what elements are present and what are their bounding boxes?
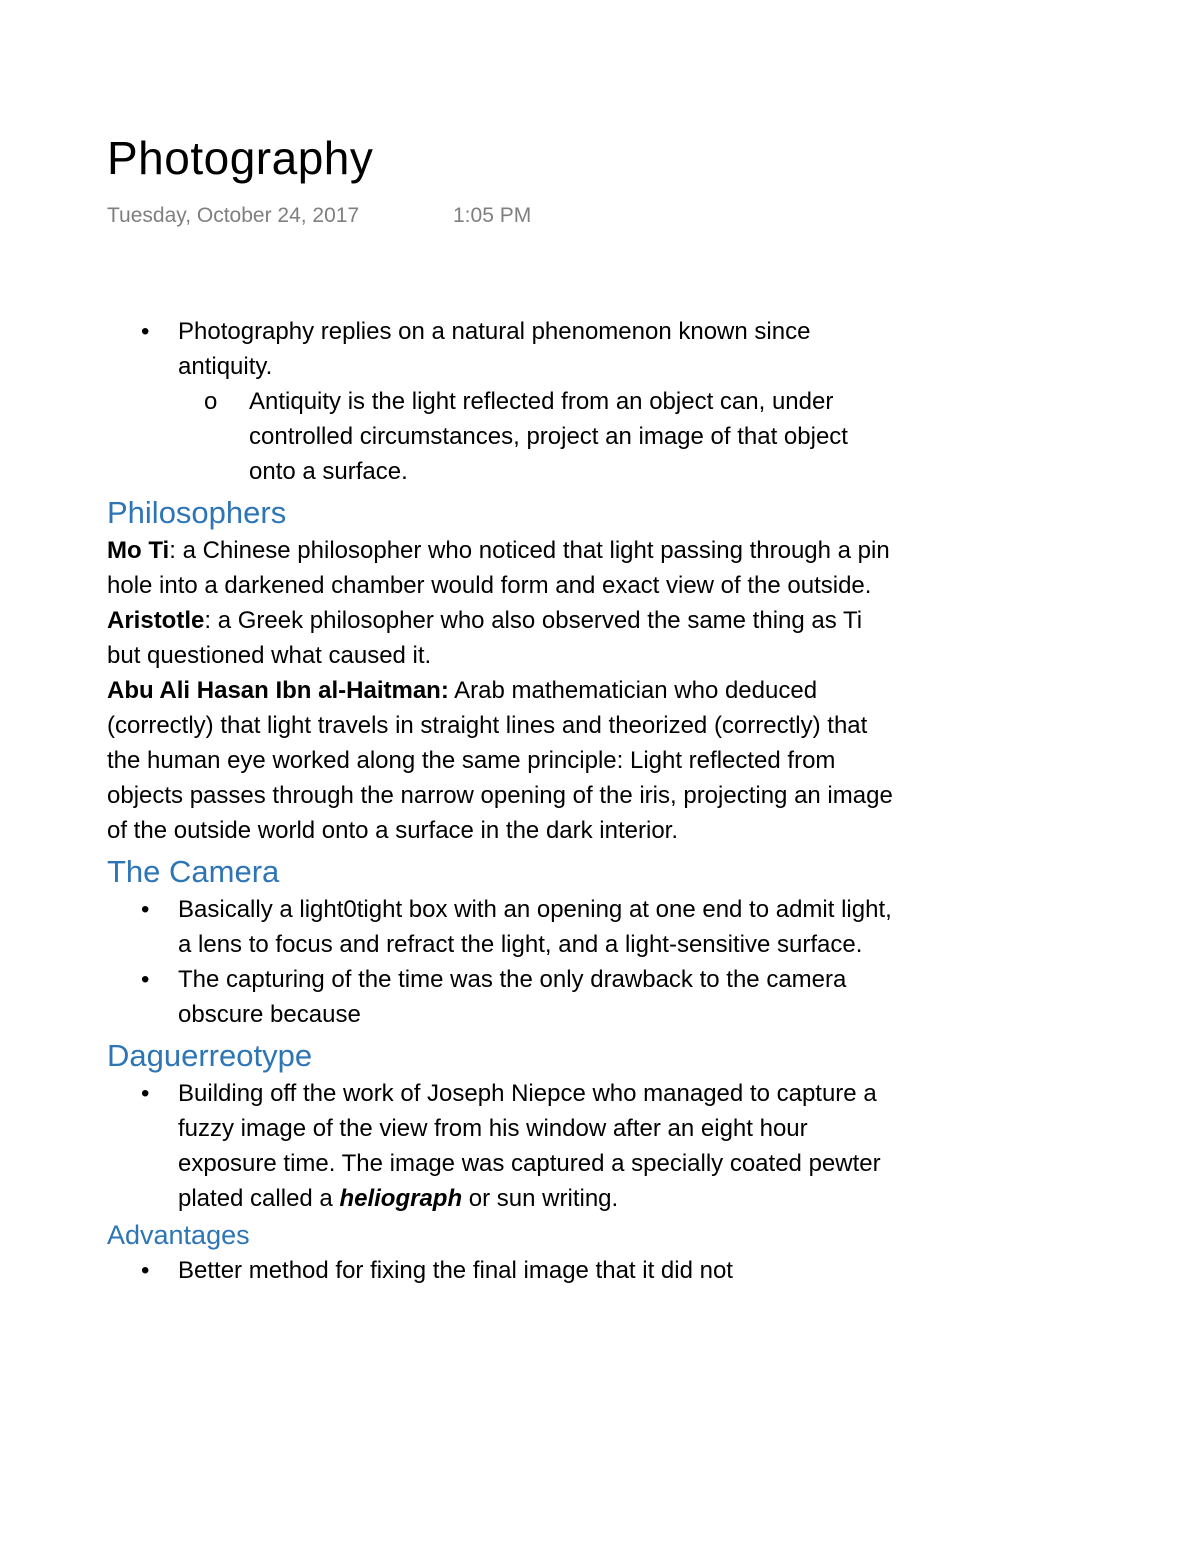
philosopher-description: a Chinese philosopher who noticed that light passing through a pin hole into a darkened chamber would form and exact view of the outside. [107, 537, 890, 599]
note-time: 1:05 PM [453, 204, 532, 227]
heading-daguerreotype: Daguerreotype [107, 1038, 313, 1073]
page-title: Photography [107, 132, 374, 184]
list-item [178, 384, 897, 489]
note-date: Tuesday, October 24, 2017 [107, 204, 360, 227]
heading-philosophers: Philosophers [107, 495, 287, 530]
daguerreotype-text-end: or sun writing. [462, 1185, 619, 1212]
philosopher-description: Arab mathematician who deduced (correctly) that light travels in straight lines and theorized (correctly) that the human eye worked along the same principle: Light reflected from objects passes through the narrow opening of the iris, projecting an image of the outside world onto a surface in the dark interior. [107, 677, 893, 844]
philosopher-name: Aristotle [107, 607, 205, 634]
note-body [107, 314, 897, 1288]
intro-sub-bullet-text: Antiquity is the light reflected from an object can, under controlled circumstances, project an image of that object onto a surface. [249, 388, 848, 485]
philosopher-entry [107, 533, 897, 603]
daguerreotype-list [107, 1076, 897, 1216]
philosopher-name: Abu Ali Hasan Ibn al-Haitman: [107, 677, 449, 704]
list-item: • Basically a light0tight box with an opening at one end to admit light, a lens to focus and refract the light, and a light-sensitive surface. [107, 892, 897, 962]
list-item: • Better method for fixing the final image that it did not [107, 1253, 897, 1288]
heading-advantages: Advantages [107, 1220, 250, 1250]
daguerreotype-text: Building off the work of Joseph Niepce who managed to capture a fuzzy image of the view from his window after an eight hour exposure time. The image was captured a specially coated pewter plated called a [178, 1080, 881, 1212]
list-item: • The capturing of the time was the only drawback to the camera obscure because [107, 962, 897, 1032]
philosopher-name: Mo Ti [107, 537, 170, 564]
heading-camera: The Camera [107, 854, 280, 889]
intro-sub-list [178, 384, 897, 489]
list-item [107, 1076, 897, 1216]
philosopher-entry [107, 603, 897, 673]
camera-list [107, 892, 897, 1032]
philosopher-separator: : [204, 607, 218, 634]
advantages-list [107, 1253, 897, 1288]
list-item [107, 314, 897, 489]
philosopher-description: a Greek philosopher who also observed the same thing as Ti but questioned what caused it. [107, 607, 863, 669]
philosopher-entry [107, 673, 897, 848]
intro-list [107, 314, 897, 489]
philosopher-separator: : [169, 537, 183, 564]
note-timestamp [107, 202, 532, 230]
heliograph-term: heliograph [339, 1185, 463, 1212]
intro-bullet-text: Photography replies on a natural phenomenon known since antiquity. [178, 318, 811, 380]
